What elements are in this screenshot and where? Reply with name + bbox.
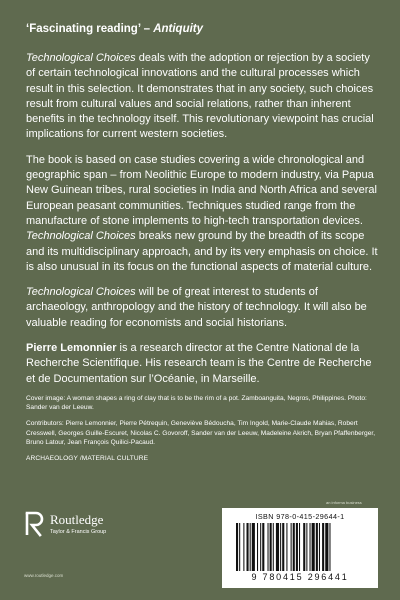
text-column [26,22,378,463]
author-name: Pierre Lemonnier [26,342,117,355]
isbn-text: ISBN 978-0-415-29644-1 [255,512,345,521]
description-paragraph-1: Technological Choices deals with the adoption or rejection by a society of certain technological innovations and the cultural processes which result in this selection. It demonstrates that in any society, such choices result from cultural values and social relations, rather than inherent benefits in the technology itself. This revolutionary viewpoint has crucial implications for current western societies. [26,52,374,141]
barcode-panel [222,508,378,588]
book-title: Technological Choices [26,230,136,243]
quote-source: Antiquity [153,23,204,35]
cover-image-credit: Cover image: A woman shapes a ring of clay that is to be the rim of a pot. Zamboanguita, Negros, Philippines. Photo: Sander van der Leeuw. [26,394,367,412]
book-title: Technological Choices [26,286,136,299]
publisher-group: Taylor & Francis Group [50,529,107,535]
description-paragraph-3: Technological Choices will be of great interest to students of archaeology, anthropology and the history of technology. It will also be valuable reading for economists and social historians. [26,286,367,329]
review-quote: ‘Fascinating reading’ – Antiquity [26,23,204,35]
book-title: Technological Choices [26,52,136,64]
contributors-list: Contributors: Pierre Lemonnier, Pierre Pétrequin, Geneviève Bédoucha, Tim Ingold, Marie-Claude Mahias, Robert Cresswell, Georges Guille-Escuret, Nicolas C. Govoroff, Sander van der Leeuw, Madeleine Akrich, Bryan Pfaffenberger, Bruno Latour, Jean François Quilici-Pacaud. [26,420,376,446]
barcode-icon [236,523,368,571]
author-bio: Pierre Lemonnier is a research director at the Centre National de la Recherche Scientifique. His research team is the Centre de Recherche et de Documentation sur l’Océanie, in Marseille. [26,342,372,385]
imprint-tag: an informa business [326,500,362,505]
publisher-name: Routledge [50,512,104,527]
subject-category: ARCHAEOLOGY /MATERIAL CULTURE [26,454,149,462]
description-paragraph-2: The book is based on case studies covering a wide chronological and geographic span – from Neolithic Europe to modern industry, via Papua New Guinean tribes, rural societies in India and North Africa and several European peasant communities. Techniques studied range from the manufacture of stone implements to high-tech transportation devices. Technological Choices breaks new ground by the breadth of its scope and its multidisciplinary approach, and by its very emphasis on choice. It is also unusual in its focus on the functional aspects of material culture. [26,153,378,273]
publisher-block [24,510,164,544]
publisher-website: www.routledge.com [24,573,64,578]
routledge-logo-icon [24,510,44,538]
ean-number: 9 780415 296441 [251,572,349,582]
